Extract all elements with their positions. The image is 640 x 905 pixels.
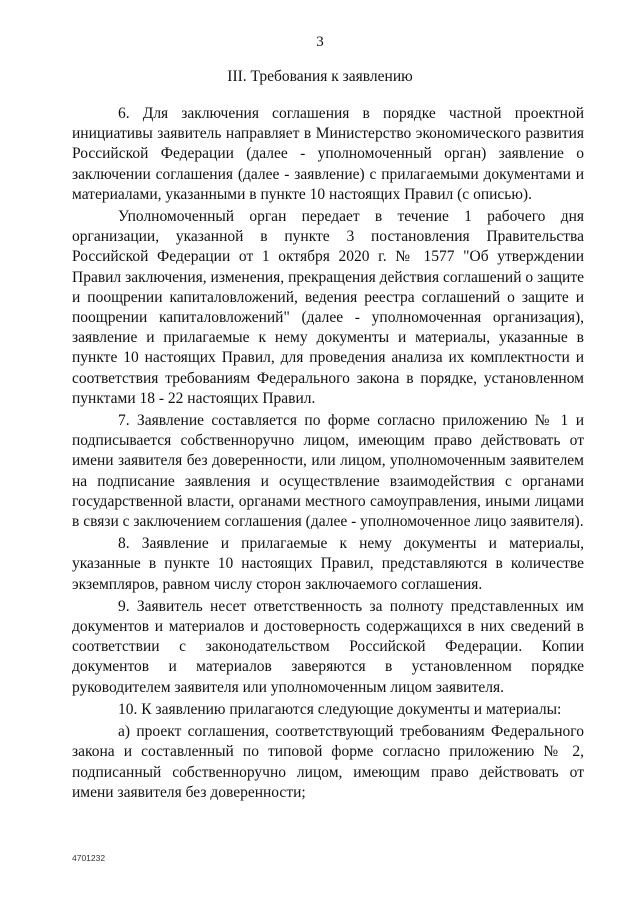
document-body: [72, 104, 584, 805]
page-number: 3: [316, 34, 324, 50]
paragraph-7: 7. Заявление составляется по форме согласно приложению № 1 и подписывается собственноручно лицом, имеющим право действовать от имени заявителя без доверенности, или лицом, уполномоченным заявителем на подписание заявления и осуществление взаимодействия с органами государственной власти, органами местного самоуправления, иными лицами в связи с заключением соглашения (далее - уполномоченное лицо заявителя).: [72, 412, 584, 531]
paragraph-6: 6. Для заключения соглашения в порядке частной проектной инициативы заявитель направляет в Министерство экономического развития Российской Федерации (далее - уполномоченный орган) заявление о заключении соглашения (далее - заявление) с прилагаемыми документами и материалами, указанными в пункте 10 настоящих Правил (с описью).: [72, 105, 584, 203]
section-title: III. Требования к заявлению: [227, 68, 413, 85]
paragraph-6-continued: Уполномоченный орган передает в течение 1 рабочего дня организации, указанной в пункте 3 постановления Правительства Российской Федерации от 1 октября 2020 г. № 1577 "Об утверждении Правил заключения, изменения, прекращения действия соглашений о защите и поощрении капиталовложений, ведения реестра соглашений о защите и поощрении капиталовложений" (далее - уполномоченная организация), заявление и прилагаемые к нему документы и материалы, указанные в пункте 10 настоящих Правил, для проведения анализа их комплектности и соответствия требованиям Федерального закона в порядке, установленном пунктами 18 - 22 настоящих Правил.: [72, 208, 584, 407]
paragraph-10-a: а) проект соглашения, соответствующий требованиям Федерального закона и составленный по типовой форме согласно приложению № 2, подписанный собственноручно лицом, имеющим право действовать от имени заявителя без доверенности;: [72, 723, 584, 801]
paragraph-9: 9. Заявитель несет ответственность за полноту представленных им документов и материалов и достоверность содержащихся в них сведений в соответствии с законодательством Российской Федерации. Копии документов и материалов заверяются в установленном порядке руководителем заявителя или уполномоченным лицом заявителя.: [72, 597, 584, 696]
paragraph-8: 8. Заявление и прилагаемые к нему документы и материалы, указанные в пункте 10 настоящих Правил, представляются в количестве экземпляров, равном числу сторон заключаемого соглашения.: [72, 535, 584, 593]
paragraph-10: 10. К заявлению прилагаются следующие документы и материалы:: [118, 700, 562, 718]
document-code: 4701232: [72, 853, 106, 863]
